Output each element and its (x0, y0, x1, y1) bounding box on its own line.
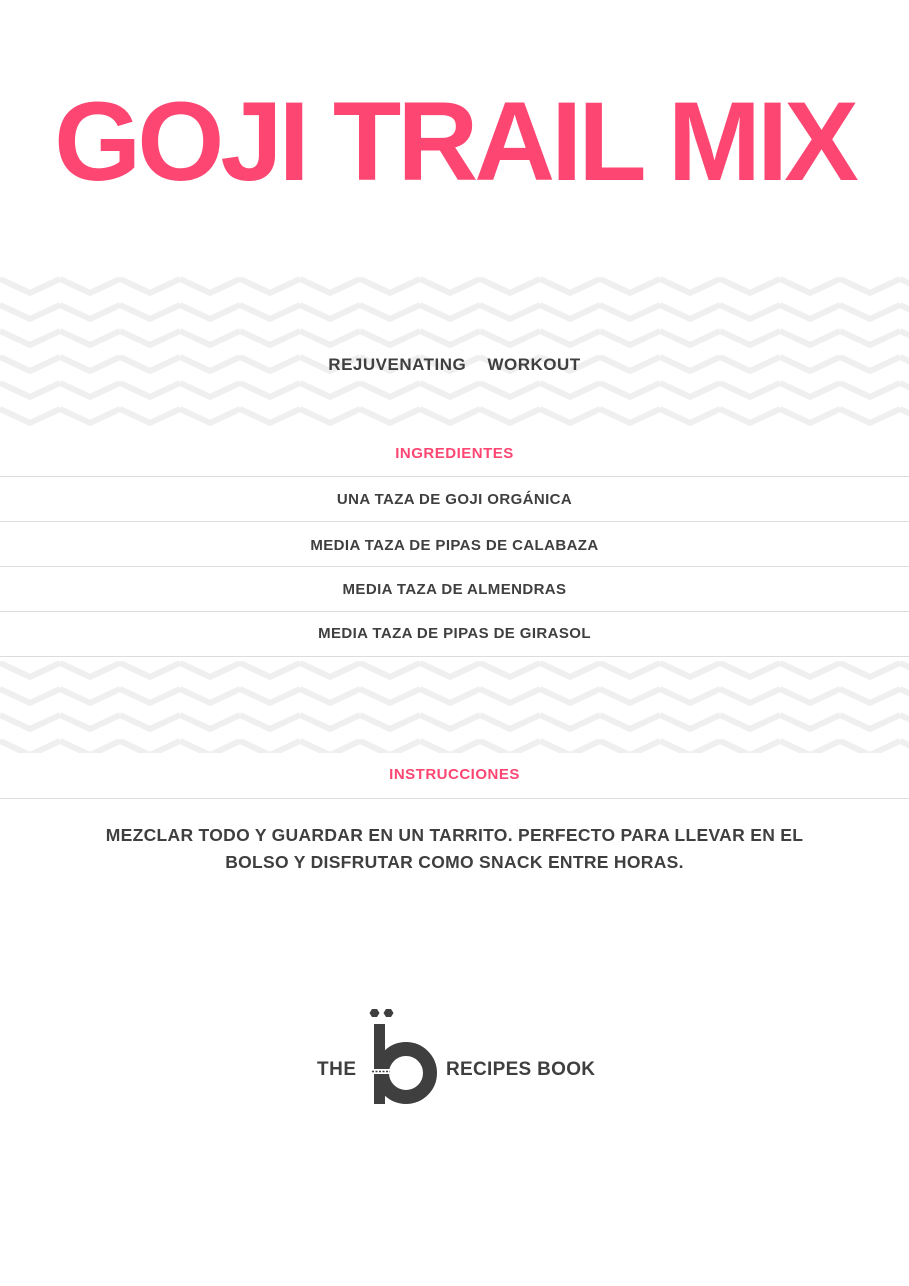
divider (0, 476, 909, 477)
divider (0, 798, 909, 799)
logo-text-the: THE (317, 1059, 357, 1080)
instructions-heading: INSTRUCCIONES (389, 766, 520, 783)
chevron-pattern-band (0, 275, 909, 431)
ingredients-heading: INGREDIENTES (395, 445, 514, 462)
divider (0, 611, 909, 612)
chevron-pattern-band (0, 659, 909, 753)
tag-workout: WORKOUT (487, 355, 581, 374)
ingredient-item: MEDIA TAZA DE PIPAS DE GIRASOL (318, 625, 591, 642)
logo-text-recipes-book: RECIPES BOOK (446, 1059, 596, 1080)
ingredient-item: MEDIA TAZA DE ALMENDRAS (342, 581, 567, 598)
b-logo-icon (364, 1006, 440, 1108)
divider (0, 656, 909, 657)
recipe-title: GOJI TRAIL MIX (54, 79, 855, 204)
ingredient-item: UNA TAZA DE GOJI ORGÁNICA (336, 491, 573, 508)
divider (0, 521, 909, 522)
divider (0, 566, 909, 567)
ingredient-item: MEDIA TAZA DE PIPAS DE CALABAZA (310, 537, 599, 554)
instructions-text: MEZCLAR TODO Y GUARDAR EN UN TARRITO. PERFECTO PARA LLEVAR EN EL BOLSO Y DISFRUTAR COMO SNACK ENTRE HORAS. (105, 825, 804, 872)
recipe-tags (0, 355, 909, 375)
tag-rejuvenating: REJUVENATING (328, 355, 467, 374)
